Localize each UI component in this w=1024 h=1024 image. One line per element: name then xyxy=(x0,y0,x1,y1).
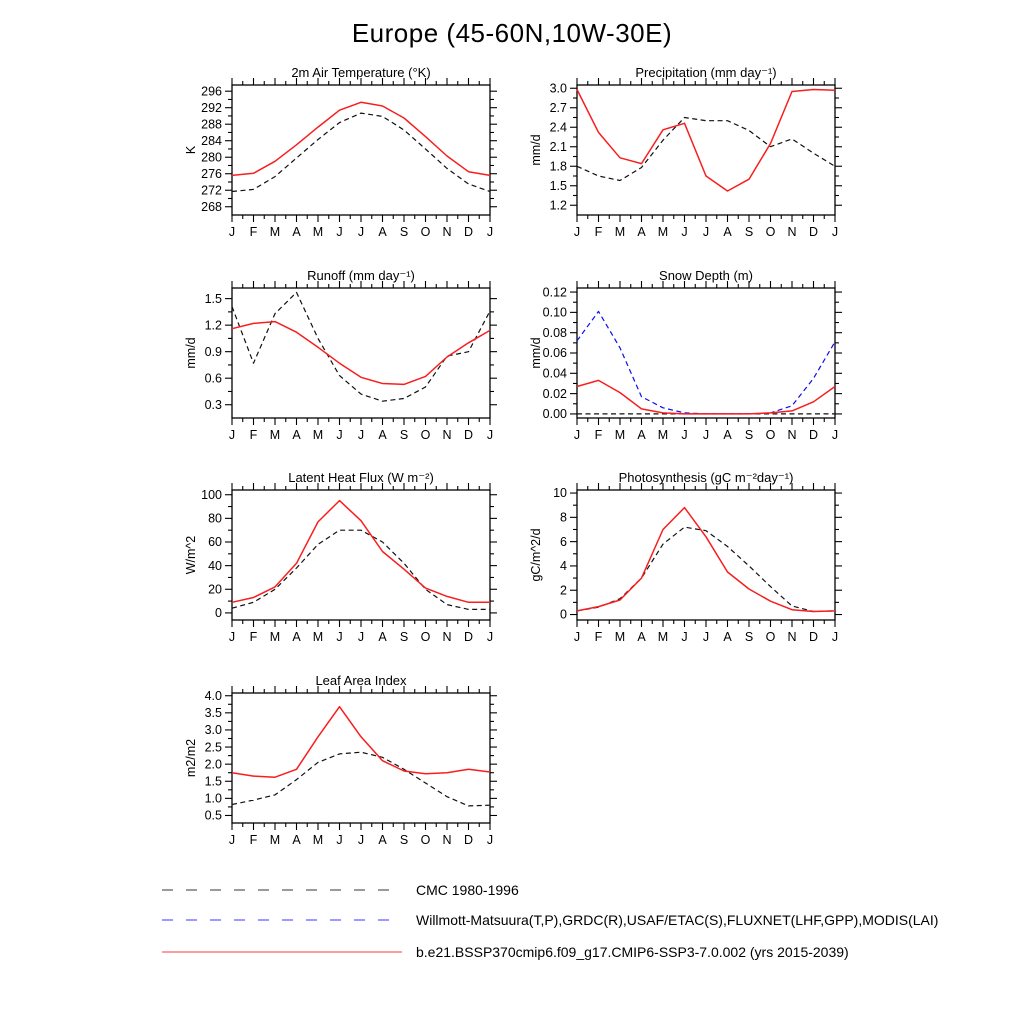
x-tick-label: F xyxy=(249,833,258,847)
y-axis-label: gC/m^2/d xyxy=(529,528,543,582)
x-tick-label: A xyxy=(723,428,732,442)
x-tick-label: J xyxy=(228,428,236,442)
y-tick-label: 2.4 xyxy=(549,120,567,135)
x-tick-label: J xyxy=(831,225,839,239)
x-tick-label: A xyxy=(723,225,732,239)
x-tick-label: N xyxy=(787,225,797,239)
legend-item-model xyxy=(160,938,849,966)
x-tick-label: A xyxy=(378,225,387,239)
series-line-cmc-obs xyxy=(577,118,835,181)
x-tick-label: J xyxy=(336,225,343,239)
x-tick-label: N xyxy=(442,428,452,442)
chart-canvas-photosynthesis xyxy=(527,468,857,668)
x-tick-label: S xyxy=(399,428,409,442)
y-tick-label: 0.02 xyxy=(542,386,567,401)
panel-title: 2m Air Temperature (°K) xyxy=(291,65,431,80)
y-tick-label: 4 xyxy=(560,559,567,574)
x-tick-label: F xyxy=(594,630,603,644)
x-tick-label: J xyxy=(486,630,494,644)
x-tick-label: D xyxy=(463,428,474,442)
plot-frame xyxy=(577,288,835,418)
panel-title: Leaf Area Index xyxy=(315,673,407,688)
y-tick-label: 1.5 xyxy=(204,291,222,306)
x-tick-label: M xyxy=(312,428,324,442)
x-tick-label: S xyxy=(399,833,409,847)
x-tick-label: J xyxy=(573,225,581,239)
x-tick-label: J xyxy=(486,428,494,442)
x-tick-label: M xyxy=(614,630,626,644)
x-tick-label: M xyxy=(269,428,281,442)
x-tick-label: N xyxy=(442,833,452,847)
chart-canvas-snow-depth xyxy=(527,266,857,466)
x-tick-label: S xyxy=(399,630,409,644)
x-tick-label: N xyxy=(442,630,452,644)
x-tick-label: F xyxy=(594,225,603,239)
chart-leaf-area-index xyxy=(182,671,512,871)
y-tick-label: 0.12 xyxy=(542,285,567,300)
y-tick-label: 0.06 xyxy=(542,346,567,361)
y-tick-label: 60 xyxy=(208,535,222,550)
x-tick-label: F xyxy=(249,630,258,644)
x-tick-label: J xyxy=(336,428,343,442)
series-line-model-ssp370 xyxy=(577,90,835,192)
x-tick-label: M xyxy=(269,225,281,239)
y-tick-label: 0.10 xyxy=(542,305,567,320)
x-tick-label: D xyxy=(463,225,474,239)
y-axis-label: W/m^2 xyxy=(184,535,198,575)
legend-label-obs-composite: Willmott-Matsuura(T,P),GRDC(R),USAF/ETAC(S),FLUXNET(LHF,GPP),MODIS(LAI) xyxy=(416,912,939,928)
x-tick-label: D xyxy=(808,225,819,239)
x-tick-label: M xyxy=(312,225,324,239)
x-tick-label: N xyxy=(787,428,797,442)
series-line-model-ssp370 xyxy=(232,501,490,603)
y-tick-label: 4.0 xyxy=(204,688,222,703)
panel-title: Photosynthesis (gC m⁻²day⁻¹) xyxy=(618,470,794,485)
y-axis-label: mm/d xyxy=(529,134,543,166)
series-line-cmc-obs xyxy=(577,527,835,611)
y-tick-label: 3.0 xyxy=(204,723,222,738)
y-tick-label: 8 xyxy=(560,510,567,525)
legend-line-sample-obs xyxy=(160,916,404,924)
legend-line-sample-model xyxy=(160,948,404,956)
panel-title: Runoff (mm day⁻¹) xyxy=(307,268,415,283)
x-tick-label: J xyxy=(831,428,839,442)
y-tick-label: 1.2 xyxy=(549,198,567,213)
x-tick-label: M xyxy=(269,630,281,644)
x-tick-label: J xyxy=(486,225,494,239)
x-tick-label: J xyxy=(228,225,236,239)
series-line-model-ssp370 xyxy=(577,380,835,414)
x-tick-label: J xyxy=(486,833,494,847)
x-tick-label: J xyxy=(357,833,365,847)
panel-title: Latent Heat Flux (W m⁻²) xyxy=(288,470,434,485)
x-tick-label: J xyxy=(357,630,365,644)
x-tick-label: A xyxy=(637,428,646,442)
x-tick-label: J xyxy=(681,225,688,239)
y-tick-label: 0 xyxy=(560,607,567,622)
x-tick-label: M xyxy=(269,833,281,847)
y-tick-label: 3.5 xyxy=(204,706,222,721)
x-tick-label: J xyxy=(573,428,581,442)
y-tick-label: 0.3 xyxy=(204,397,222,412)
y-tick-label: 0.5 xyxy=(204,808,222,823)
y-axis-label: mm/d xyxy=(529,337,543,369)
x-tick-label: D xyxy=(463,630,474,644)
y-tick-label: 1.2 xyxy=(204,318,222,333)
chart-air-temperature xyxy=(182,63,512,263)
x-tick-label: M xyxy=(657,225,669,239)
y-tick-label: 272 xyxy=(201,183,222,198)
plot-frame xyxy=(232,693,490,823)
x-tick-label: M xyxy=(657,428,669,442)
plot-frame xyxy=(577,490,835,620)
plot-frame xyxy=(232,288,490,418)
y-tick-label: 1.5 xyxy=(549,178,567,193)
chart-photosynthesis xyxy=(527,468,857,668)
chart-canvas-runoff xyxy=(182,266,512,466)
y-tick-label: 10 xyxy=(553,486,567,501)
y-tick-label: 276 xyxy=(201,166,222,181)
x-tick-label: N xyxy=(787,630,797,644)
x-tick-label: A xyxy=(637,630,646,644)
x-tick-label: F xyxy=(249,428,258,442)
x-tick-label: O xyxy=(765,225,776,239)
x-tick-label: J xyxy=(336,833,343,847)
y-tick-label: 0.6 xyxy=(204,371,222,386)
x-tick-label: J xyxy=(681,630,688,644)
series-line-cmc-obs xyxy=(232,113,490,191)
legend-line-sample-cmc xyxy=(160,886,404,894)
chart-snow-depth xyxy=(527,266,857,466)
x-tick-label: M xyxy=(312,833,324,847)
x-tick-label: A xyxy=(637,225,646,239)
y-axis-label: m2/m2 xyxy=(184,738,198,778)
x-tick-label: A xyxy=(292,225,301,239)
y-tick-label: 1.5 xyxy=(204,774,222,789)
series-line-model-ssp370 xyxy=(232,707,490,778)
y-tick-label: 20 xyxy=(208,582,222,597)
series-line-model-ssp370 xyxy=(232,322,490,385)
y-tick-label: 284 xyxy=(201,133,222,148)
chart-precipitation xyxy=(527,63,857,263)
y-axis-label: K xyxy=(184,145,198,155)
x-tick-label: A xyxy=(378,833,387,847)
x-tick-label: M xyxy=(312,630,324,644)
x-tick-label: J xyxy=(357,225,365,239)
y-tick-label: 3.0 xyxy=(549,81,567,96)
x-tick-label: F xyxy=(249,225,258,239)
x-tick-label: D xyxy=(808,428,819,442)
x-tick-label: S xyxy=(744,428,754,442)
y-tick-label: 2.0 xyxy=(204,757,222,772)
y-tick-label: 2.5 xyxy=(204,740,222,755)
chart-canvas-leaf-area-index xyxy=(182,671,512,871)
series-line-obs-composite xyxy=(577,311,835,414)
y-tick-label: 1.8 xyxy=(549,159,567,174)
plot-frame xyxy=(232,85,490,215)
y-tick-label: 268 xyxy=(201,199,222,214)
y-tick-label: 100 xyxy=(201,487,222,502)
legend-item-obs-composite xyxy=(160,906,938,934)
x-tick-label: J xyxy=(702,630,710,644)
y-tick-label: 0.04 xyxy=(542,366,567,381)
x-tick-label: F xyxy=(594,428,603,442)
x-tick-label: J xyxy=(336,630,343,644)
y-tick-label: 288 xyxy=(201,117,222,132)
x-tick-label: A xyxy=(378,428,387,442)
y-tick-label: 2 xyxy=(560,583,567,598)
x-tick-label: O xyxy=(765,428,776,442)
x-tick-label: A xyxy=(292,428,301,442)
x-tick-label: O xyxy=(420,833,431,847)
chart-runoff xyxy=(182,266,512,466)
legend-label-model: b.e21.BSSP370cmip6.f09_g17.CMIP6-SSP3-7.0.002 (yrs 2015-2039) xyxy=(416,944,849,960)
x-tick-label: D xyxy=(808,630,819,644)
x-tick-label: M xyxy=(614,225,626,239)
plot-frame xyxy=(577,85,835,215)
y-tick-label: 2.1 xyxy=(549,139,567,154)
x-tick-label: M xyxy=(657,630,669,644)
y-tick-label: 80 xyxy=(208,511,222,526)
y-axis-label: mm/d xyxy=(184,337,198,369)
chart-canvas-precipitation xyxy=(527,63,857,263)
panel-title: Snow Depth (m) xyxy=(659,268,753,283)
x-tick-label: O xyxy=(420,428,431,442)
figure-title: Europe (45-60N,10W-30E) xyxy=(351,18,673,48)
y-tick-label: 0.08 xyxy=(542,325,567,340)
y-tick-label: 280 xyxy=(201,150,222,165)
series-line-model-ssp370 xyxy=(577,508,835,612)
panel-title: Precipitation (mm day⁻¹) xyxy=(635,65,777,80)
x-tick-label: J xyxy=(228,833,236,847)
y-tick-label: 296 xyxy=(201,84,222,99)
x-tick-label: J xyxy=(357,428,365,442)
x-tick-label: O xyxy=(765,630,776,644)
x-tick-label: A xyxy=(723,630,732,644)
x-tick-label: J xyxy=(831,630,839,644)
x-tick-label: J xyxy=(702,428,710,442)
y-tick-label: 2.7 xyxy=(549,100,567,115)
y-tick-label: 0.9 xyxy=(204,344,222,359)
y-tick-label: 40 xyxy=(208,558,222,573)
chart-latent-heat-flux xyxy=(182,468,512,668)
chart-canvas-air-temperature xyxy=(182,63,512,263)
x-tick-label: O xyxy=(420,225,431,239)
x-tick-label: N xyxy=(442,225,452,239)
series-line-cmc-obs xyxy=(232,752,490,806)
series-line-cmc-obs xyxy=(232,292,490,401)
y-tick-label: 292 xyxy=(201,100,222,115)
x-tick-label: J xyxy=(228,630,236,644)
x-tick-label: J xyxy=(681,428,688,442)
x-tick-label: S xyxy=(744,225,754,239)
x-tick-label: A xyxy=(292,630,301,644)
legend-item-cmc xyxy=(160,876,519,904)
legend-label-cmc: CMC 1980-1996 xyxy=(416,882,519,898)
x-tick-label: D xyxy=(463,833,474,847)
chart-canvas-latent-heat-flux xyxy=(182,468,512,668)
y-tick-label: 0 xyxy=(215,606,222,621)
x-tick-label: S xyxy=(744,630,754,644)
y-tick-label: 1.0 xyxy=(204,791,222,806)
x-tick-label: A xyxy=(292,833,301,847)
x-tick-label: M xyxy=(614,428,626,442)
x-tick-label: O xyxy=(420,630,431,644)
y-tick-label: 0.00 xyxy=(542,407,567,422)
plot-frame xyxy=(232,490,490,620)
x-tick-label: S xyxy=(399,225,409,239)
x-tick-label: A xyxy=(378,630,387,644)
y-tick-label: 6 xyxy=(560,534,567,549)
x-tick-label: J xyxy=(573,630,581,644)
x-tick-label: J xyxy=(702,225,710,239)
